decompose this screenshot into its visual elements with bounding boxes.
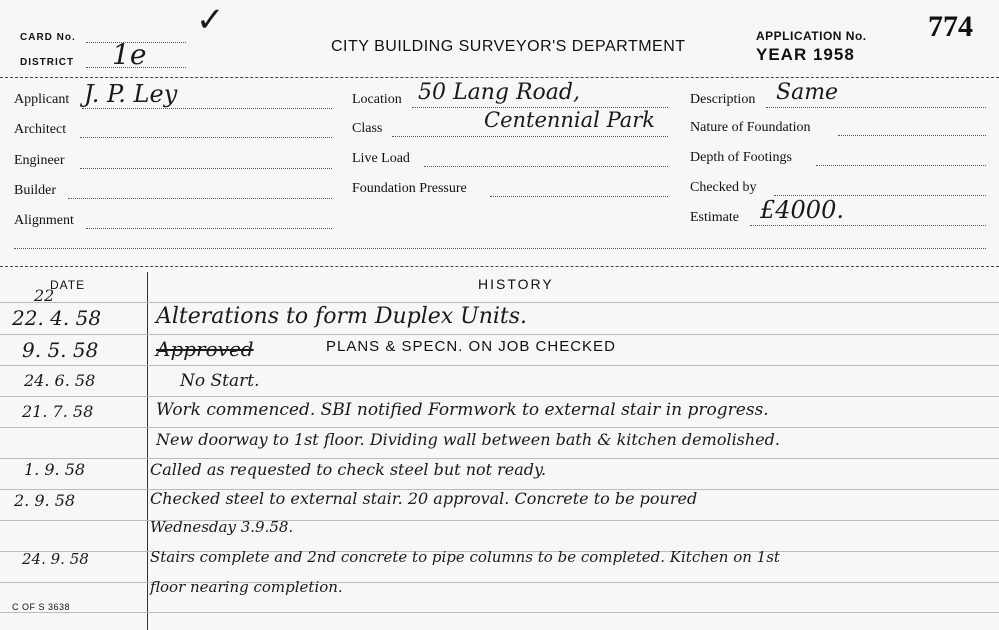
nature-of-foundation-label: Nature of Foundation [690, 120, 811, 135]
history-rule [0, 458, 999, 459]
header-divider [0, 77, 999, 78]
engineer-line [80, 168, 332, 169]
history-date: 1. 9. 58 [24, 460, 86, 479]
history-entry: Work commenced. SBI notified Formwork to external stair in progress. [156, 400, 769, 420]
depth-of-footings-line [816, 165, 986, 166]
depth-of-footings-label: Depth of Footings [690, 150, 792, 165]
history-date: 24. 9. 58 [22, 550, 89, 568]
history-divider [0, 266, 999, 267]
date-correction: 22 [34, 286, 55, 305]
foundation-pressure-line [490, 196, 668, 197]
history-rule [0, 396, 999, 397]
district-label: DISTRICT [20, 57, 75, 68]
date-header: DATE [50, 278, 86, 292]
engineer-label: Engineer [14, 153, 65, 168]
district-value: 1e [112, 38, 147, 71]
history-rule [0, 334, 999, 335]
location-value: 50 Lang Road, [418, 80, 580, 105]
history-entry: Called as requested to check steel but not ready. [150, 460, 547, 479]
description-value: Same [776, 80, 839, 105]
history-rule [0, 365, 999, 366]
history-rule [0, 427, 999, 428]
builder-label: Builder [14, 183, 56, 198]
architect-line [80, 137, 332, 138]
architect-label: Architect [14, 122, 67, 137]
history-entry: floor nearing completion. [150, 578, 343, 596]
history-date: 24. 6. 58 [24, 371, 96, 390]
check-mark: ✓ [196, 0, 225, 40]
form-code: C OF S 3638 [12, 602, 71, 612]
year-label: YEAR 1958 [756, 45, 855, 64]
history-entry: No Start. [180, 371, 260, 391]
location-label: Location [352, 92, 402, 107]
checked-by-label: Checked by [690, 180, 757, 195]
applicant-label: Applicant [14, 92, 70, 107]
class-value: Centennial Park [484, 108, 656, 132]
history-header-line [0, 302, 999, 303]
history-entry: Checked steel to external stair. 20 approval. Concrete to be poured [150, 489, 698, 508]
history-header: HISTORY [478, 276, 554, 292]
description-line [766, 107, 986, 108]
history-date: 22. 4. 58 [12, 306, 102, 330]
live-load-label: Live Load [352, 151, 410, 166]
live-load-line [424, 166, 668, 167]
nature-of-foundation-line [838, 135, 986, 136]
history-entry: Wednesday 3.9.58. [150, 518, 294, 536]
foundation-pressure-label: Foundation Pressure [352, 181, 467, 196]
alignment-line [86, 228, 332, 229]
date-column-divider [147, 272, 148, 630]
class-line [392, 136, 668, 137]
applicant-line [82, 108, 332, 109]
history-entry: Approved [156, 337, 254, 361]
department-title: CITY BUILDING SURVEYOR'S DEPARTMENT [331, 38, 686, 55]
card-no-label: CARD No. [20, 32, 76, 43]
class-label: Class [352, 121, 383, 136]
stamp-plans-checked: PLANS & SPECN. ON JOB CHECKED [326, 338, 616, 355]
application-label: APPLICATION No. [756, 29, 867, 43]
estimate-value: £4000. [760, 196, 844, 224]
history-date: 9. 5. 58 [22, 338, 99, 362]
history-date: 2. 9. 58 [14, 491, 76, 510]
alignment-label: Alignment [14, 213, 74, 228]
builder-line [68, 198, 332, 199]
history-entry: Alterations to form Duplex Units. [156, 304, 528, 329]
application-number: 774 [928, 10, 973, 43]
description-label: Description [690, 92, 756, 107]
estimate-label: Estimate [690, 210, 739, 225]
history-rule [0, 612, 999, 613]
estimate-line [750, 225, 986, 226]
history-entry: New doorway to 1st floor. Dividing wall between bath & kitchen demolished. [156, 430, 780, 449]
applicant-value: J. P. Ley [84, 80, 178, 108]
history-date: 21. 7. 58 [22, 402, 94, 421]
history-entry: Stairs complete and 2nd concrete to pipe columns to be completed. Kitchen on 1st [150, 548, 780, 566]
fields-bottom-line [14, 248, 986, 249]
